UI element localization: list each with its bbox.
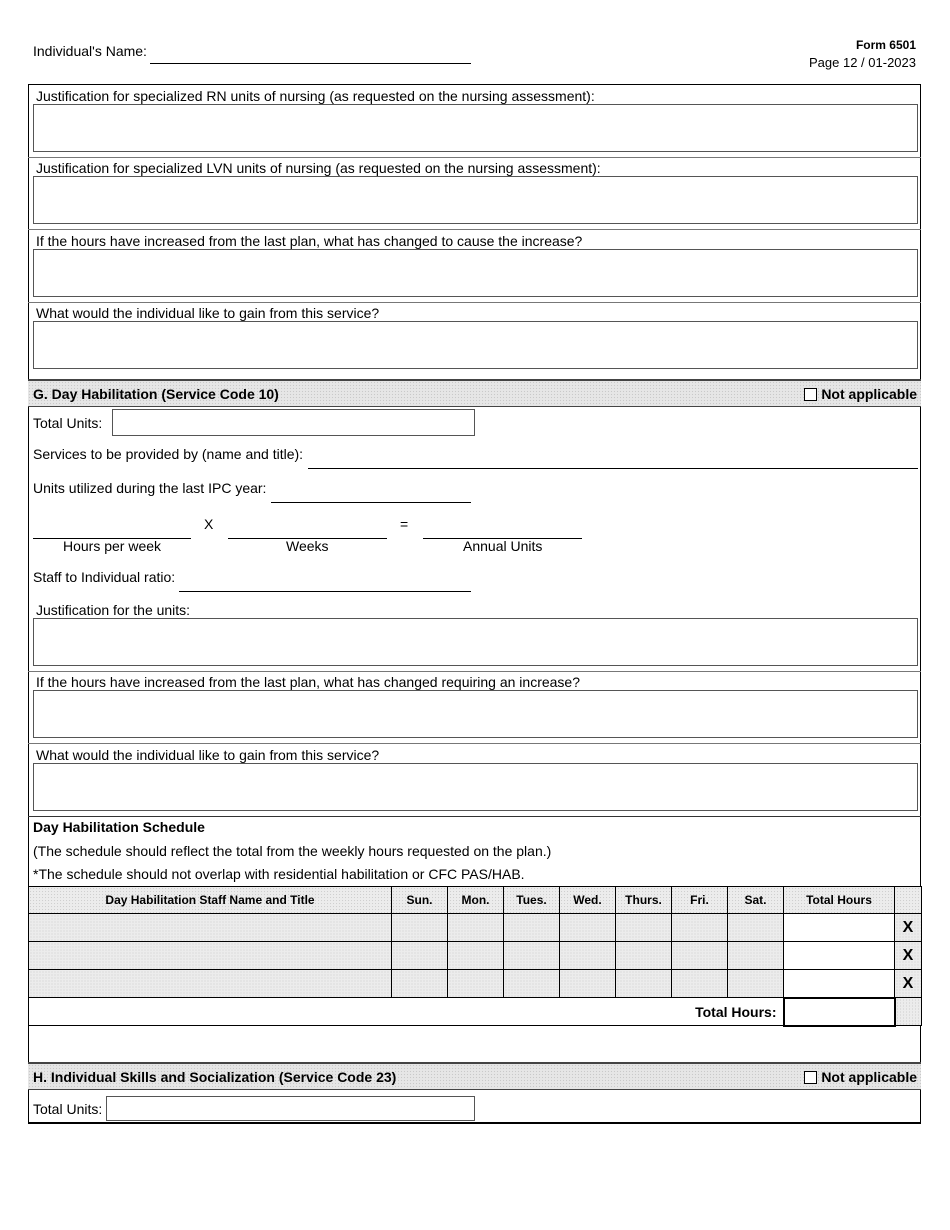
individual-name-label: Individual's Name: [33, 43, 147, 59]
divider [28, 816, 921, 817]
tues-cell[interactable] [504, 942, 560, 970]
weeks-label: Weeks [286, 538, 329, 554]
mon-cell[interactable] [448, 942, 504, 970]
section-g-header [28, 379, 921, 407]
tues-cell[interactable] [504, 914, 560, 942]
checkbox-icon[interactable] [804, 1071, 817, 1084]
col-sat: Sat. [728, 887, 784, 914]
wed-cell[interactable] [560, 942, 616, 970]
checkbox-icon[interactable] [804, 388, 817, 401]
section-g-title: G. Day Habilitation (Service Code 10) [33, 386, 279, 402]
col-fri: Fri. [672, 887, 728, 914]
dayhab-increase-label: If the hours have increased from the last plan, what has changed requiring an increase? [36, 674, 580, 690]
individual-name-field[interactable] [150, 63, 471, 64]
annual-units-label: Annual Units [463, 538, 543, 554]
total-units-label: Total Units: [33, 415, 103, 431]
times-symbol: X [204, 516, 214, 532]
divider [28, 671, 921, 672]
dayhab-gain-label: What would the individual like to gain from this service? [36, 747, 380, 763]
justification-label: Justification for the units: [36, 602, 191, 618]
nursing-increase-field[interactable] [33, 249, 918, 297]
schedule-note-2: *The schedule should not overlap with residential habilitation or CFC PAS/HAB. [33, 866, 525, 882]
thurs-cell[interactable] [616, 942, 672, 970]
schedule-note-1: (The schedule should reflect the total from the weekly hours requested on the plan.) [33, 843, 552, 859]
nursing-gain-label: What would the individual like to gain from this service? [36, 305, 380, 321]
wed-cell[interactable] [560, 914, 616, 942]
dayhab-increase-field[interactable] [33, 690, 918, 738]
sat-cell[interactable] [728, 914, 784, 942]
sat-cell[interactable] [728, 970, 784, 998]
dayhab-gain-field[interactable] [33, 763, 918, 811]
col-staff-name: Day Habilitation Staff Name and Title [29, 887, 392, 914]
total-hours-cell [784, 942, 895, 970]
section-h-header [28, 1062, 921, 1090]
staff-ratio-field[interactable] [179, 591, 471, 592]
nursing-gain-field[interactable] [33, 321, 918, 369]
equals-symbol: = [400, 516, 409, 532]
sat-cell[interactable] [728, 942, 784, 970]
divider [28, 302, 921, 303]
sun-cell[interactable] [392, 942, 448, 970]
col-total-hours: Total Hours [784, 887, 895, 914]
lvn-justification-label: Justification for specialized LVN units of nursing (as requested on the nursing assessment): [36, 160, 601, 176]
thurs-cell[interactable] [616, 970, 672, 998]
section-h-title: H. Individual Skills and Socialization (Service Code 23) [33, 1069, 397, 1085]
col-thurs: Thurs. [616, 887, 672, 914]
col-mon: Mon. [448, 887, 504, 914]
wed-cell[interactable] [560, 970, 616, 998]
provided-by-field[interactable] [308, 468, 918, 469]
mon-cell[interactable] [448, 914, 504, 942]
section-h-total-units-label: Total Units: [33, 1101, 103, 1117]
section-g-not-applicable[interactable]: Not applicable [804, 386, 917, 402]
schedule-header-row [29, 887, 922, 914]
section-h-total-units-field[interactable] [106, 1096, 475, 1121]
staff-name-cell[interactable] [29, 942, 392, 970]
staff-ratio-label: Staff to Individual ratio: [33, 569, 176, 585]
clear-row-button[interactable]: X [895, 942, 922, 970]
table-row [29, 942, 922, 970]
section-h-not-applicable[interactable]: Not applicable [804, 1069, 917, 1085]
sun-cell[interactable] [392, 914, 448, 942]
total-hours-cell [784, 914, 895, 942]
total-units-field[interactable] [112, 409, 475, 436]
table-row [29, 914, 922, 942]
rn-justification-field[interactable] [33, 104, 918, 152]
clear-row-button[interactable]: X [895, 970, 922, 998]
form-number: Form 6501 [855, 38, 916, 52]
units-last-year-field[interactable] [271, 502, 471, 503]
divider [28, 743, 921, 744]
schedule-table [28, 886, 922, 1027]
divider [28, 157, 921, 158]
units-last-year-label: Units utilized during the last IPC year: [33, 480, 267, 496]
col-tues: Tues. [504, 887, 560, 914]
lvn-justification-field[interactable] [33, 176, 918, 224]
tues-cell[interactable] [504, 970, 560, 998]
staff-name-cell[interactable] [29, 914, 392, 942]
page-info: Page 12 / 01-2023 [809, 55, 916, 70]
staff-name-cell[interactable] [29, 970, 392, 998]
clear-row-button[interactable]: X [895, 914, 922, 942]
fri-cell[interactable] [672, 970, 728, 998]
col-clear [895, 887, 922, 914]
divider [28, 229, 921, 230]
col-sun: Sun. [392, 887, 448, 914]
fri-cell[interactable] [672, 942, 728, 970]
col-wed: Wed. [560, 887, 616, 914]
sun-cell[interactable] [392, 970, 448, 998]
total-hours-row [29, 998, 922, 1026]
mon-cell[interactable] [448, 970, 504, 998]
table-row [29, 970, 922, 998]
grand-total-hours-cell [784, 998, 895, 1026]
provided-by-label: Services to be provided by (name and title): [33, 446, 304, 462]
thurs-cell[interactable] [616, 914, 672, 942]
total-hours-label: Total Hours: [29, 998, 784, 1026]
blank-cell [895, 998, 922, 1026]
schedule-title: Day Habilitation Schedule [33, 819, 205, 835]
rn-justification-label: Justification for specialized RN units of nursing (as requested on the nursing assessment): [36, 88, 595, 104]
fri-cell[interactable] [672, 914, 728, 942]
nursing-increase-label: If the hours have increased from the last plan, what has changed to cause the increase? [36, 233, 583, 249]
total-hours-cell [784, 970, 895, 998]
justification-field[interactable] [33, 618, 918, 666]
hours-per-week-label: Hours per week [63, 538, 162, 554]
